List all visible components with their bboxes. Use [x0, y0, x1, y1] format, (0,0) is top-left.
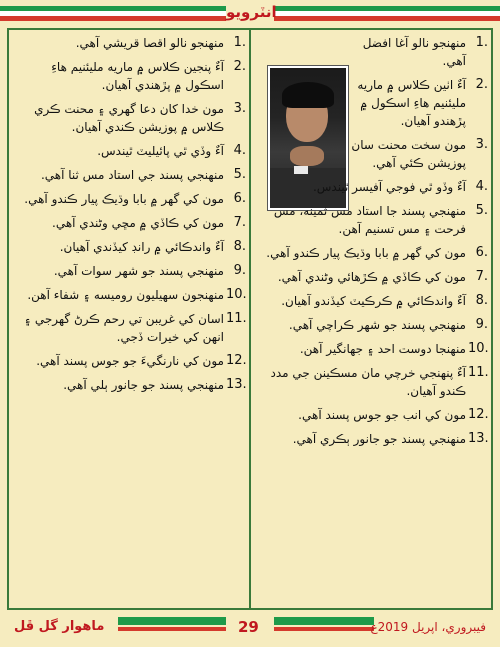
list-item: 1. منهنجو نالو آغا افضل آهي. — [362, 35, 488, 68]
section-title: انٽرويو — [226, 3, 277, 21]
page-number: 29 — [238, 618, 259, 636]
list-item: 10. منهنجون سهيليون روميسه ۽ شفاء آهن. — [27, 287, 247, 302]
list-item: 2. آءٌ پنجين ڪلاس ۾ ماريه مليئنيم هاءِ اسڪول ۾ پڙهندي آهيان. — [51, 59, 246, 92]
list-item: 13. منهنجي پسند جو جانور ٻڪري آهي. — [292, 431, 489, 446]
list-item: 1. منهنجو نالو اقصا قريشي آهي. — [75, 35, 246, 50]
list-item: 2. آءٌ اٺين ڪلاس ۾ ماريه مليئنيم هاءِ اسڪول ۾ پڙهندو آهيان. — [357, 77, 488, 128]
footer-stripe — [118, 627, 226, 631]
list-item: 4. آءٌ وڏي ٿي پائيليٽ ٿيندس. — [97, 143, 246, 158]
list-item: 3. مون خدا کان دعا گهري ۽ محنت ڪري ڪلاس ۾ پوزيشن ڪندي آهيان. — [34, 101, 246, 134]
list-item: 10. منهنجا دوست احد ۽ جهانگير آهن. — [299, 341, 489, 356]
footer-stripe — [118, 617, 226, 625]
list-item: 5. منهنجي پسند جي استاد مس ثنا آهي. — [40, 167, 246, 182]
list-item: 9. منهنجي پسند جو شهر ڪراچي آهي. — [288, 317, 488, 332]
footer-stripe — [274, 627, 374, 631]
list-item: 4. آءٌ وڏو ٿي فوجي آفيسر ٿيندس. — [312, 179, 488, 194]
list-item: 7. مون کي ڪاڏي ۾ ڪڙهائي وڻندي آهي. — [277, 269, 488, 284]
list-item: 6. مون کي گهر ۾ بابا وڌيڪ پيار ڪندو آهي. — [266, 245, 488, 260]
magazine-name: ماهوار گل ڦل — [14, 619, 105, 634]
list-item: 3. مون سخت محنت سان پوزيشن ڪئي آهي. — [351, 137, 488, 170]
column-divider — [249, 30, 251, 608]
list-item: 8. آءٌ واندڪائي ۾ رانڊ کيڏندي آهيان. — [59, 239, 246, 254]
list-item: 7. مون کي ڪاڏي ۾ مڇي وڻندي آهي. — [52, 215, 246, 230]
list-item: 13. منهنجي پسند جو جانور ٻلي آهي. — [63, 377, 247, 392]
footer-stripe — [274, 617, 374, 625]
list-item: 9. منهنجي پسند جو شهر سوات آهي. — [53, 263, 246, 278]
issue-date: فيبروري، اپريل 2019ع — [370, 620, 486, 634]
list-item: 11. آءٌ پنهنجي خرچي مان مسڪينن جي مدد ڪندو آهيان. — [270, 365, 489, 398]
list-item: 11. اسان کي غريبن تي رحم ڪرڻ گهرجي ۽ انهن کي خيرات ڏجي. — [24, 311, 247, 344]
list-item: 6. مون کي گهر ۾ بابا وڌيڪ پيار ڪندو آهي. — [24, 191, 246, 206]
left-column — [14, 34, 246, 400]
list-item: 12. مون کي نارنگيءَ جو جوس پسند آهي. — [36, 353, 247, 368]
list-item: 5. منهنجي پسند جا استاد مس ثمينه، مس فرحت ۽ مس تسنيم آهن. — [273, 203, 488, 236]
right-column — [256, 34, 488, 454]
list-item: 8. آءٌ واندڪائي ۾ ڪرڪيٽ کيڏندو آهيان. — [281, 293, 488, 308]
list-item: 12. مون کي انب جو جوس پسند آهي. — [298, 407, 489, 422]
